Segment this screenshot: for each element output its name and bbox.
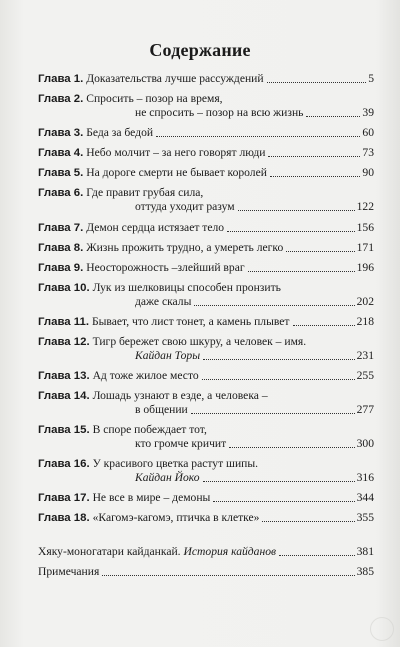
chapter-label: Глава 10. [38,282,90,294]
dot-leader [248,271,355,272]
chapter-title-line: Лук из шелковицы способен пронзить [92,281,281,294]
dot-leader [203,481,355,482]
chapter-title-line: Бывает, что лист тонет, а камень плывет [91,315,290,328]
dot-leader [306,116,360,117]
chapter-label: Глава 7. [38,222,84,234]
chapter-label: Глава 5. [38,167,84,179]
page-number: 344 [356,491,374,504]
chapter-title-line: Демон сердца истязает тело [86,221,225,234]
toc-entry[interactable] [38,315,374,329]
chapter-label: Глава 16. [38,458,90,470]
page-number: 355 [356,511,374,524]
chapter-title-line: Ад тоже жилое место [92,369,199,382]
chapter-label: Глава 4. [38,147,84,159]
dot-leader [262,521,354,522]
chapter-label: Глава 15. [38,424,90,436]
chapter-label: Глава 18. [38,512,90,524]
chapter-title-line: На дороге смерти не бывает королей [86,166,267,179]
chapter-label: Глава 17. [38,492,90,504]
page-number: 196 [356,261,374,274]
chapter-title-line: «Кагомэ-кагомэ, птичка в клетке» [92,511,260,524]
dot-leader [191,413,355,414]
page-number: 5 [368,72,374,85]
dot-leader [227,231,355,232]
dot-leader [267,82,367,83]
toc-entry[interactable] [38,241,374,255]
chapter-label: Глава 1. [38,73,84,85]
page-number: 231 [356,349,374,362]
dot-leader [202,379,355,380]
toc-entry[interactable] [38,72,374,86]
toc-entry[interactable] [38,166,374,180]
dot-leader [102,575,354,576]
chapter-title-line: в общении [135,403,188,416]
chapter-label: Глава 11. [38,316,90,328]
toc-entry[interactable] [38,491,374,505]
chapter-title-line: Спросить – позор на время, [86,92,223,105]
chapter-title-line: Небо молчит – за него говорят люди [86,146,266,159]
page-number: 171 [356,241,374,254]
chapter-title-line: Лошадь узнают в езде, а человека – [92,389,268,402]
chapter-label: Глава 8. [38,242,84,254]
dot-leader [270,176,360,177]
appendix-subtitle: История кайданов [183,545,277,558]
chapter-label: Глава 2. [38,93,84,105]
chapter-label: Глава 6. [38,187,84,199]
chapter-title-line: Неосторожность –злейший враг [86,261,245,274]
page-number: 60 [362,126,374,139]
chapter-title-line: Беда за бедой [86,126,154,139]
toc-entry[interactable] [38,511,374,525]
appendix-title: Хяку-моногатари кайданкай. [38,545,181,558]
toc-appendix-entry[interactable] [38,545,374,559]
page-number: 202 [356,295,374,308]
toc-entry[interactable] [38,126,374,140]
chapter-title-line: не спросить – позор на всю жизнь [135,106,304,119]
chapter-label: Глава 9. [38,262,84,274]
dot-leader [293,325,355,326]
toc-entry[interactable] [38,221,374,235]
dot-leader [229,447,354,448]
toc-entry[interactable] [38,92,374,120]
page-number: 39 [362,106,374,119]
page-number: 277 [356,403,374,416]
dot-leader [203,359,355,360]
page-number: 385 [356,565,374,578]
dot-leader [286,251,354,252]
toc-entry[interactable] [38,281,374,309]
page-number: 300 [356,437,374,450]
dot-leader [156,136,360,137]
page-number: 381 [356,545,374,558]
toc-entry[interactable] [38,423,374,451]
chapter-title-line: кто громче кричит [135,437,227,450]
dot-leader [279,555,355,556]
watermark-logo-icon [370,617,394,641]
chapter-label: Глава 13. [38,370,90,382]
chapter-label: Глава 14. [38,390,90,402]
chapter-title-line: У красивого цветка растут шипы. [92,457,259,470]
chapter-label: Глава 3. [38,127,84,139]
chapter-title-line: Где правит грубая сила, [86,186,204,199]
chapter-title-line: Жизнь прожить трудно, а умереть легко [86,241,284,254]
chapter-title-line: даже скалы [135,295,192,308]
chapter-label: Глава 12. [38,336,90,348]
chapter-title-line: оттуда уходит разум [135,200,235,213]
chapter-title-line: В споре побеждает тот, [92,423,207,436]
page-number: 90 [362,166,374,179]
chapter-title-line: Кайдан Йоко [135,471,200,484]
appendix-title: Примечания [38,565,100,578]
toc-entry[interactable] [38,146,374,160]
page-number: 218 [356,315,374,328]
toc-entry[interactable] [38,389,374,417]
dot-leader [213,501,354,502]
chapter-title-line: Тигр бережет свою шкуру, а человек – имя. [92,335,307,348]
chapter-title-line: Не все в мире – демоны [92,491,211,504]
page-title: Содержание [149,40,251,60]
page-number: 122 [356,200,374,213]
toc-entry[interactable] [38,457,374,485]
toc-entry[interactable] [38,335,374,363]
page-number: 156 [356,221,374,234]
toc-entry[interactable] [38,261,374,275]
toc-entry[interactable] [38,369,374,383]
toc-appendix-entry[interactable] [38,565,374,579]
dot-leader [268,156,360,157]
chapter-title-line: Доказательства лучше рассуждений [86,72,264,85]
page-number: 316 [356,471,374,484]
dot-leader [194,305,354,306]
page-number: 73 [362,146,374,159]
dot-leader [238,210,355,211]
chapter-title-line: Кайдан Торы [135,349,201,362]
page-number: 255 [356,369,374,382]
toc-entry[interactable] [38,186,374,214]
